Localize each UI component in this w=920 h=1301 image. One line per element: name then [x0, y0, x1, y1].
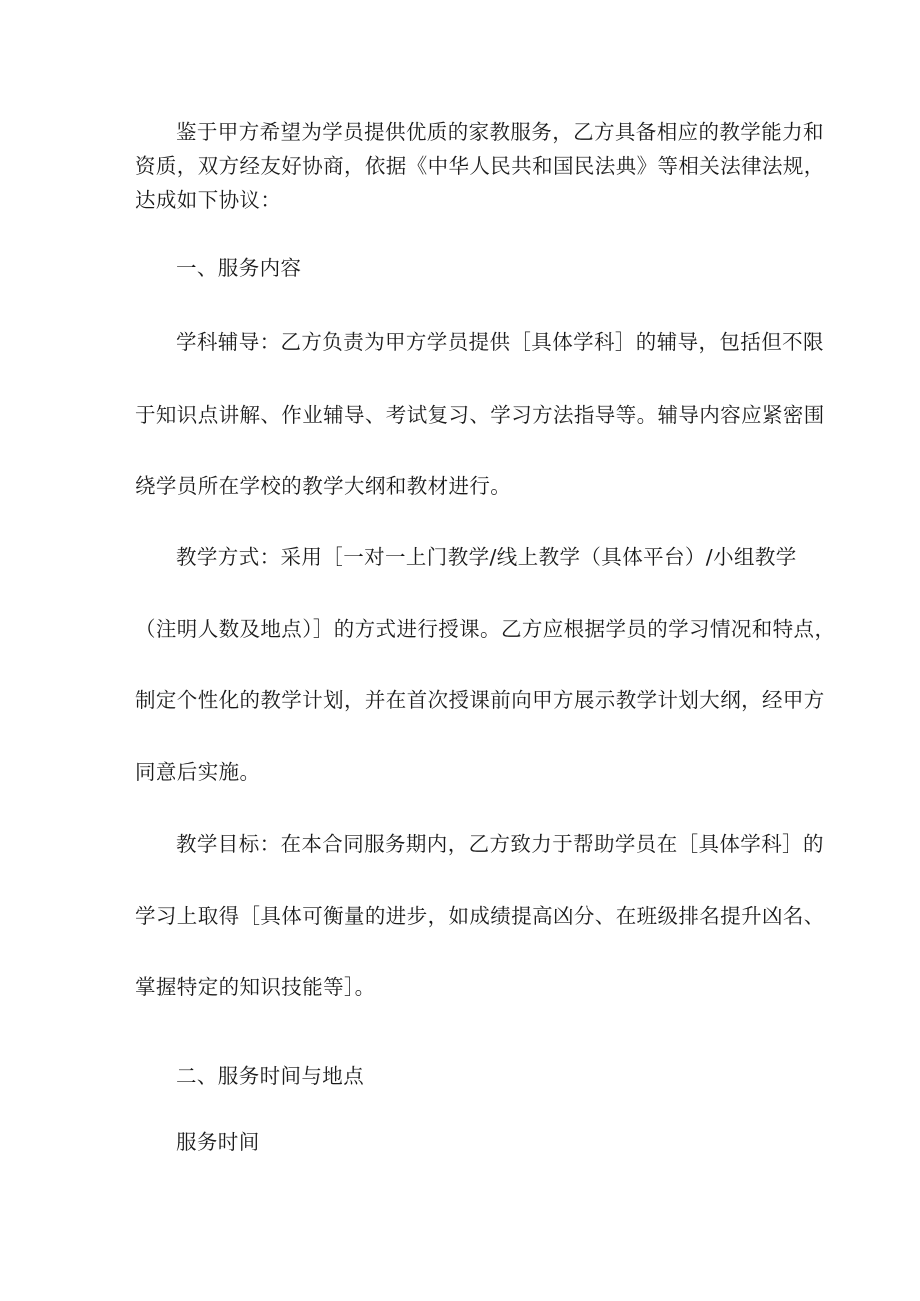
teaching-goal-line-1: 教学目标：在本合同服务期内，乙方致力于帮助学员在［具体学科］的 [176, 832, 824, 856]
teaching-method-line-3: 制定个性化的教学计划，并在首次授课前向甲方展示教学计划大纲，经甲方 [135, 688, 825, 712]
section-2-heading: 二、服务时间与地点 [176, 1064, 365, 1088]
preamble-line-3: 达成如下协议： [135, 188, 282, 212]
preamble-line-2: 资质，双方经友好协商，依据《中华人民共和国民法典》等相关法律法规， [135, 154, 825, 178]
teaching-method-line-2: （注明人数及地点）］的方式进行授课。乙方应根据学员的学习情况和特点， [135, 617, 836, 641]
teaching-method-line-4: 同意后实施。 [135, 760, 261, 784]
subject-tutoring-line-1: 学科辅导：乙方负责为甲方学员提供［具体学科］的辅导，包括但不限 [176, 330, 824, 354]
subject-tutoring-line-3: 绕学员所在学校的教学大纲和教材进行。 [135, 474, 512, 498]
section-1-heading: 一、服务内容 [176, 256, 302, 280]
teaching-goal-line-3: 掌握特定的知识技能等］。 [135, 975, 376, 999]
service-time-heading: 服务时间 [176, 1130, 260, 1154]
subject-tutoring-line-2: 于知识点讲解、作业辅导、考试复习、学习方法指导等。辅导内容应紧密围 [135, 403, 825, 427]
teaching-goal-line-2: 学习上取得［具体可衡量的进步，如成绩提高凶分、在班级排名提升凶名、 [135, 904, 825, 928]
preamble-line-1: 鉴于甲方希望为学员提供优质的家教服务，乙方具备相应的教学能力和 [176, 120, 824, 144]
teaching-method-line-1: 教学方式：采用［一对一上门教学/线上教学（具体平台）/小组教学 [176, 545, 797, 569]
